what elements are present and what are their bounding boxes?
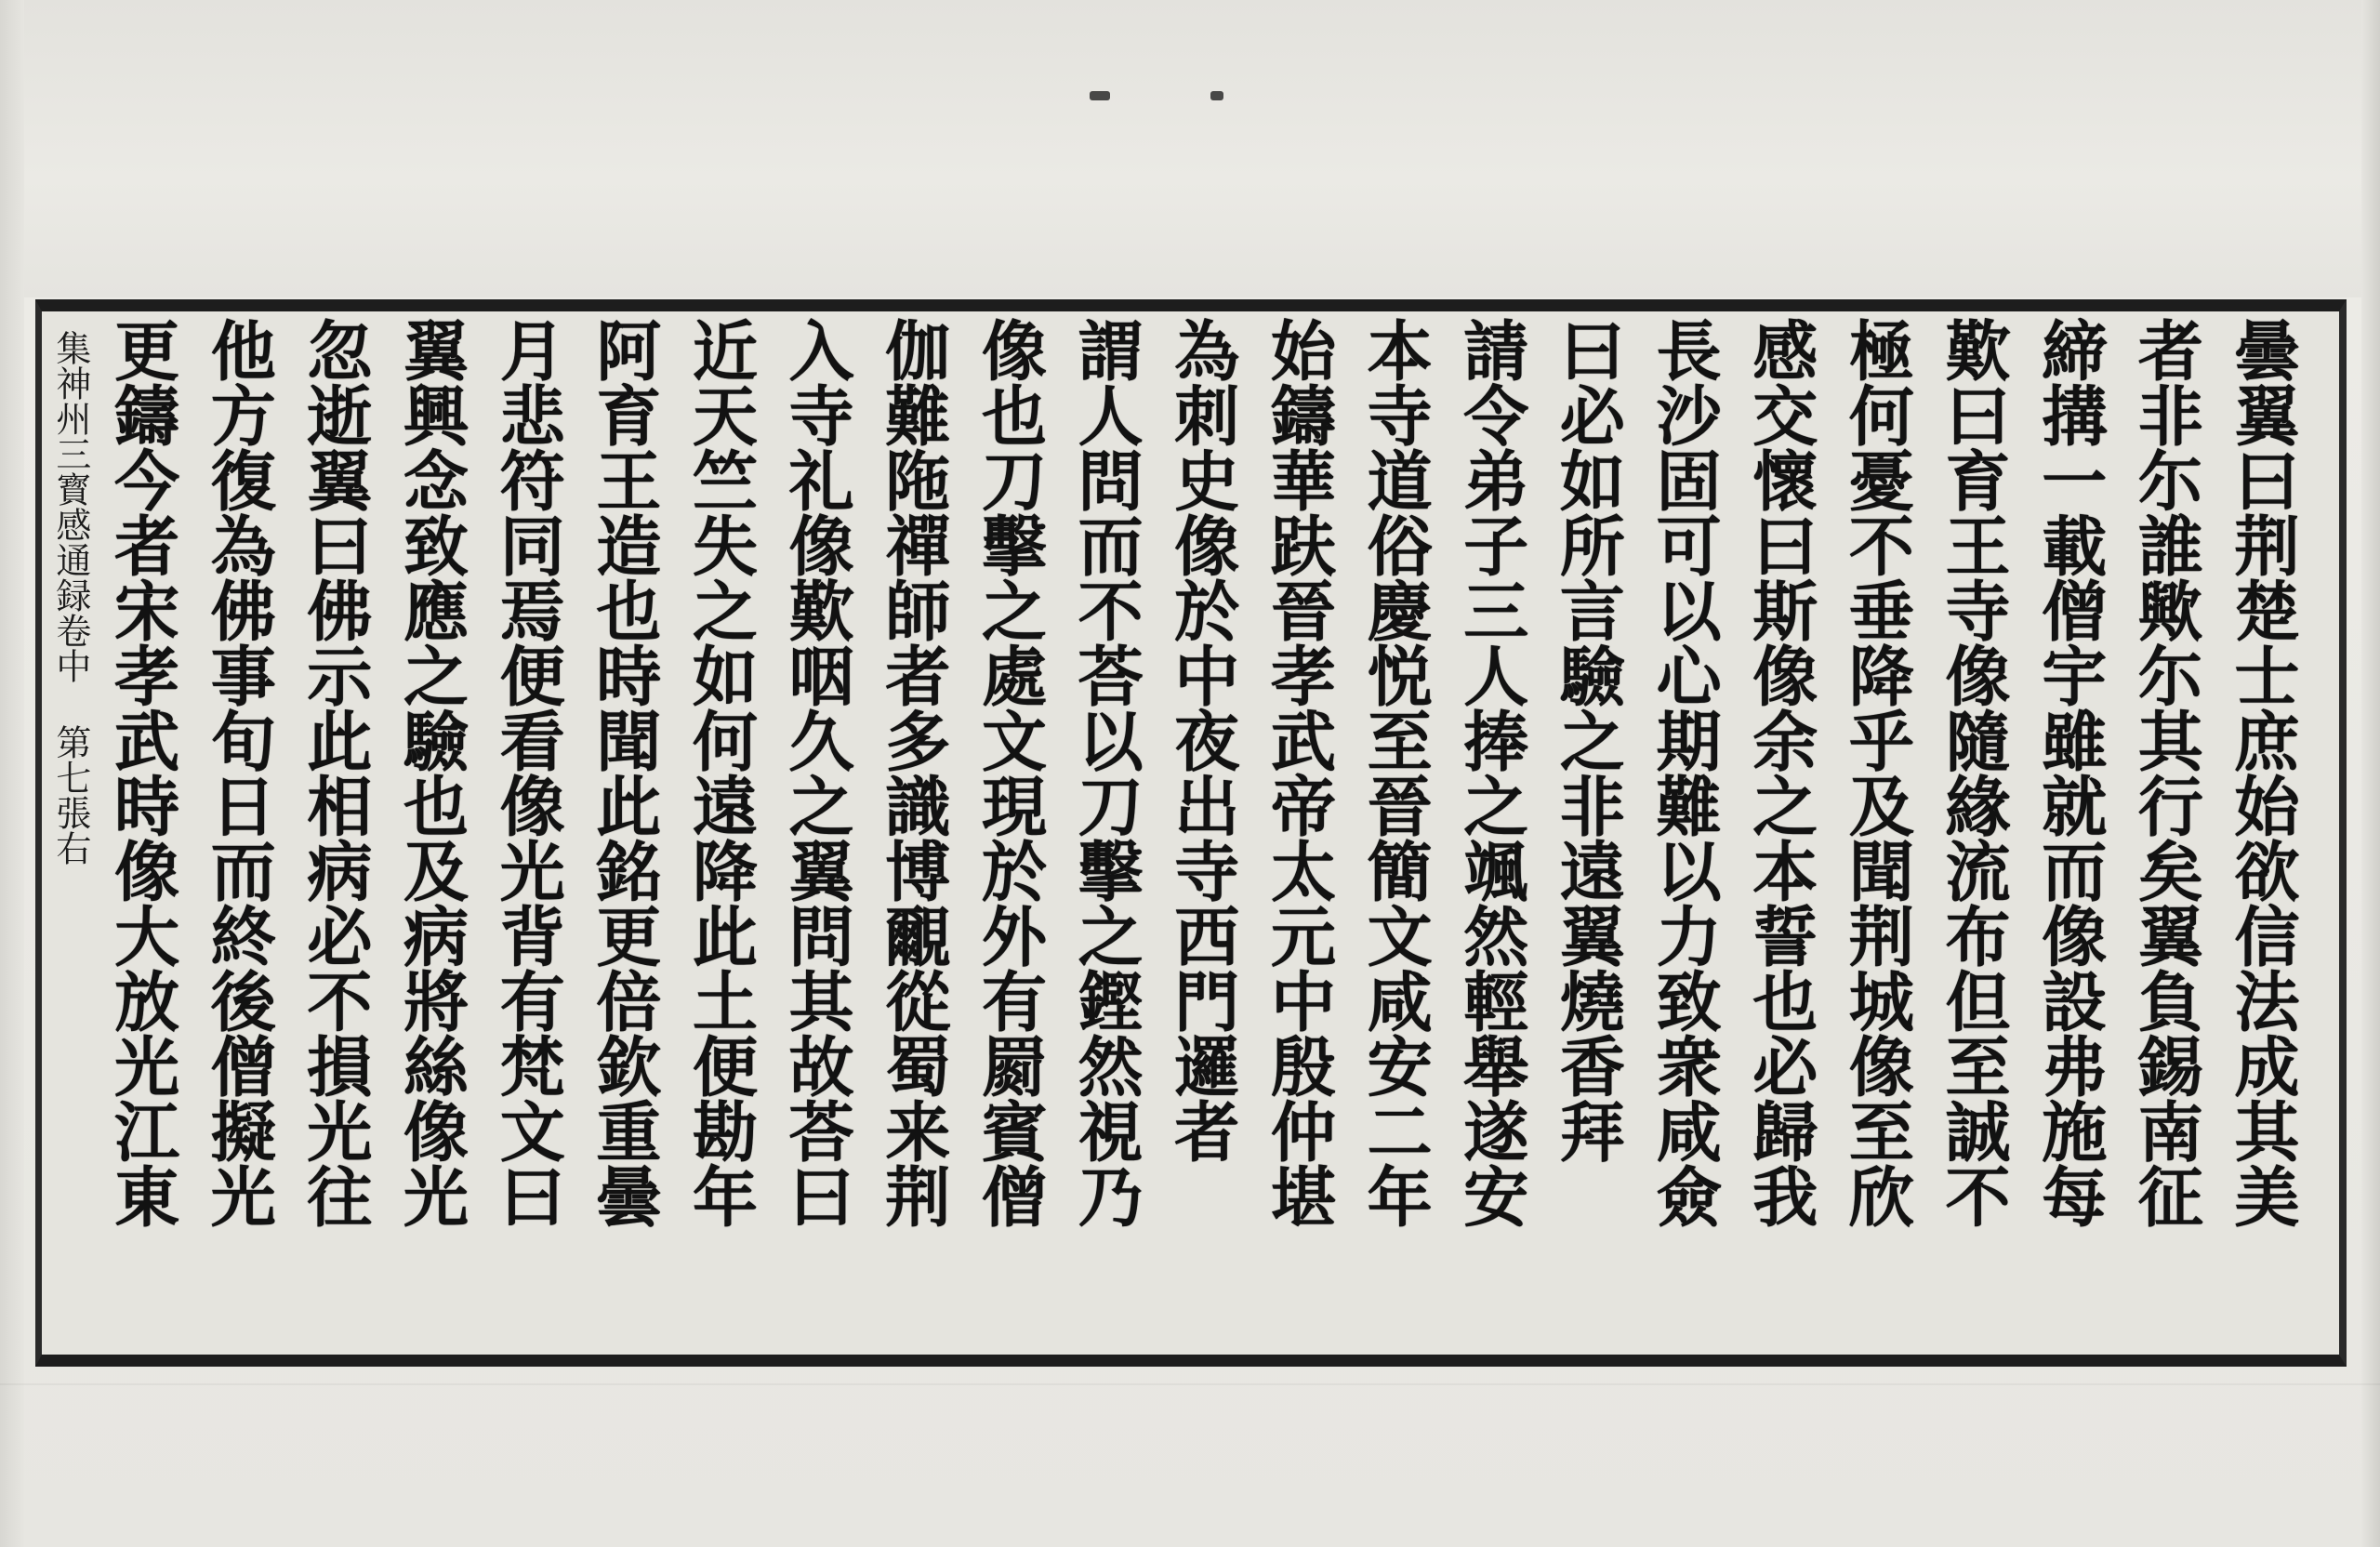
text-column-18: 阿育王造也時聞此銘更倍欽重曇 [585, 317, 663, 1228]
text-column-6: 感交懷曰斯像余之本誓也必歸我 [1741, 317, 1819, 1228]
text-column-10: 本寺道俗慶悦至晉簡文咸安二年 [1356, 317, 1435, 1228]
text-column-1: 曇翼曰荆楚士庶始欲信法成其美 [2224, 317, 2301, 1228]
text-column-17: 近天竺失之如何遠降此土便勘年 [681, 317, 760, 1228]
woodblock-text-frame [35, 299, 2347, 1367]
text-column-8: 曰必如所言驗之非遠翼燒香拜 [1549, 317, 1627, 1163]
text-column-21: 忽逝翼曰佛示此相病必不損光往 [296, 317, 374, 1228]
text-column-14: 像也刀擊之處文現於外有罽賓僧 [971, 317, 1049, 1228]
text-column-19: 月悲符同焉便看像光背有梵文曰 [489, 317, 567, 1228]
ink-mark-left [1090, 91, 1110, 100]
left-page-edge [0, 0, 24, 1547]
text-column-16: 入寺礼像歎咽久之翼問其故荅曰 [778, 317, 856, 1228]
text-column-11: 始鑄華趺晉孝武帝太元中殷仲堪 [1260, 317, 1338, 1228]
text-column-2: 者非尓誰歟尓其行矣翼負錫南征 [2127, 317, 2205, 1228]
text-column-22: 他方復為佛事旬日而終後僧擬光 [200, 317, 278, 1228]
text-column-13: 謂人問而不荅以刀擊之鏗然視乃 [1067, 317, 1145, 1228]
ink-mark-right [1210, 91, 1223, 100]
page-fold-shadow [0, 1383, 2380, 1385]
upper-blank-leaf [0, 0, 2380, 298]
right-page-edge [2361, 0, 2380, 1547]
text-column-4: 歎曰育王寺像隨緣流布但至誠不 [1935, 317, 2013, 1228]
text-column-7: 長沙固可以心期難以力致衆咸僉 [1646, 317, 1724, 1228]
text-columns [42, 317, 2339, 1349]
text-column-9: 請令弟子三人捧之颯然輕舉遂安 [1452, 317, 1530, 1228]
margin-note-title-folio: 集神州三寳感通録卷中 第七張右 [49, 330, 91, 866]
text-column-20: 翼興念致應之驗也及病將絲像光 [392, 317, 470, 1228]
text-column-15: 伽難陁禪師者多識博覼從蜀来荆 [874, 317, 952, 1228]
text-column-12: 為刺史像於中夜出寺西門邏者 [1163, 317, 1241, 1163]
text-column-5: 極何憂不垂降乎及聞荆城像至欣 [1838, 317, 1916, 1228]
text-column-3: 締搆一載僧宇雖就而像設弗施每 [2030, 317, 2109, 1228]
text-column-23: 更鑄今者宋孝武時像大放光江東 [103, 317, 181, 1228]
